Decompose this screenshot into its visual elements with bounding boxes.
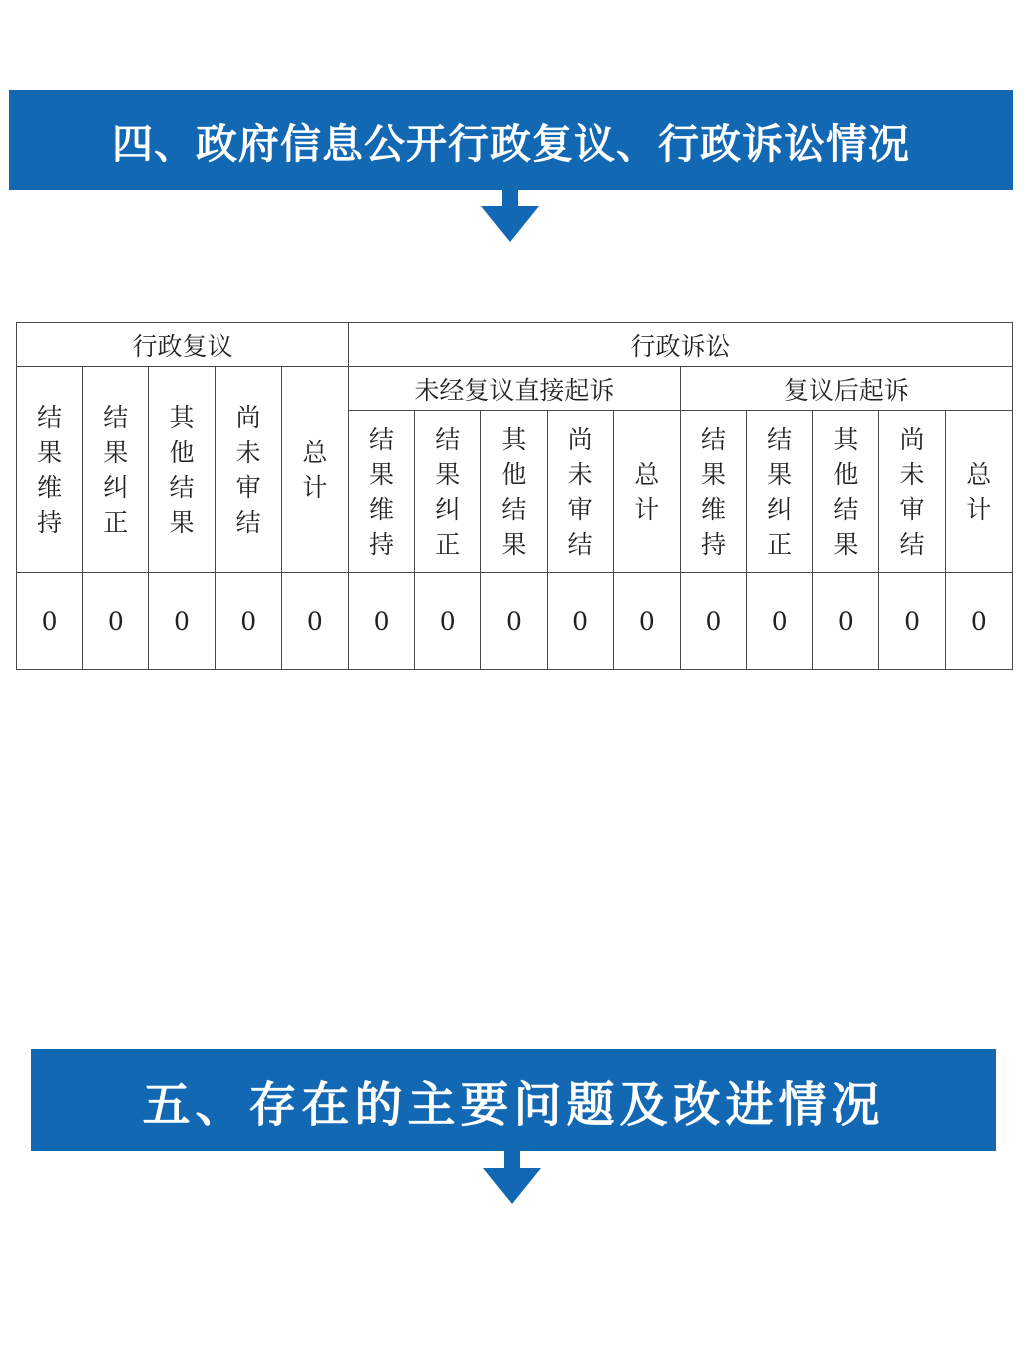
- direct-value-cell: 0: [547, 573, 613, 670]
- review-value-cell: 0: [17, 573, 83, 670]
- review-col-header: 结果维持: [17, 367, 83, 573]
- header-litigation-after-review: 复议后起诉: [680, 367, 1012, 411]
- after-col-header: 结果维持: [680, 411, 746, 573]
- section-5-arrow-down-icon: [483, 1168, 541, 1204]
- after-col-header: 总计: [945, 411, 1012, 573]
- review-value-cell: 0: [149, 573, 215, 670]
- review-litigation-table: [16, 322, 1013, 670]
- table-row: [17, 573, 1013, 670]
- after-col-header: 尚未审结: [879, 411, 945, 573]
- after-value-cell: 0: [813, 573, 879, 670]
- direct-value-cell: 0: [481, 573, 547, 670]
- header-administrative-review: 行政复议: [17, 323, 349, 367]
- section-5-banner: [31, 1049, 996, 1151]
- direct-col-header: 尚未审结: [547, 411, 613, 573]
- review-value-cell: 0: [281, 573, 348, 670]
- section-4-arrow-down-icon: [481, 206, 539, 242]
- direct-value-cell: 0: [348, 573, 414, 670]
- review-col-header: 结果纠正: [83, 367, 149, 573]
- after-col-header: 结果纠正: [747, 411, 813, 573]
- section-4-title: 四、政府信息公开行政复议、行政诉讼情况: [112, 119, 910, 168]
- direct-value-cell: 0: [415, 573, 481, 670]
- header-administrative-litigation: 行政诉讼: [348, 323, 1012, 367]
- direct-col-header: 总计: [613, 411, 680, 573]
- section-5-title: 五、存在的主要问题及改进情况: [142, 1076, 885, 1133]
- after-col-header: 其他结果: [813, 411, 879, 573]
- after-value-cell: 0: [945, 573, 1012, 670]
- direct-col-header: 结果纠正: [415, 411, 481, 573]
- direct-value-cell: 0: [613, 573, 680, 670]
- review-col-header: 尚未审结: [215, 367, 281, 573]
- review-value-cell: 0: [83, 573, 149, 670]
- review-value-cell: 0: [215, 573, 281, 670]
- after-value-cell: 0: [747, 573, 813, 670]
- header-direct-litigation: 未经复议直接起诉: [348, 367, 680, 411]
- after-value-cell: 0: [680, 573, 746, 670]
- review-col-header: 其他结果: [149, 367, 215, 573]
- review-col-header: 总计: [281, 367, 348, 573]
- direct-col-header: 其他结果: [481, 411, 547, 573]
- section-4-banner: [9, 90, 1013, 190]
- direct-col-header: 结果维持: [348, 411, 414, 573]
- after-value-cell: 0: [879, 573, 945, 670]
